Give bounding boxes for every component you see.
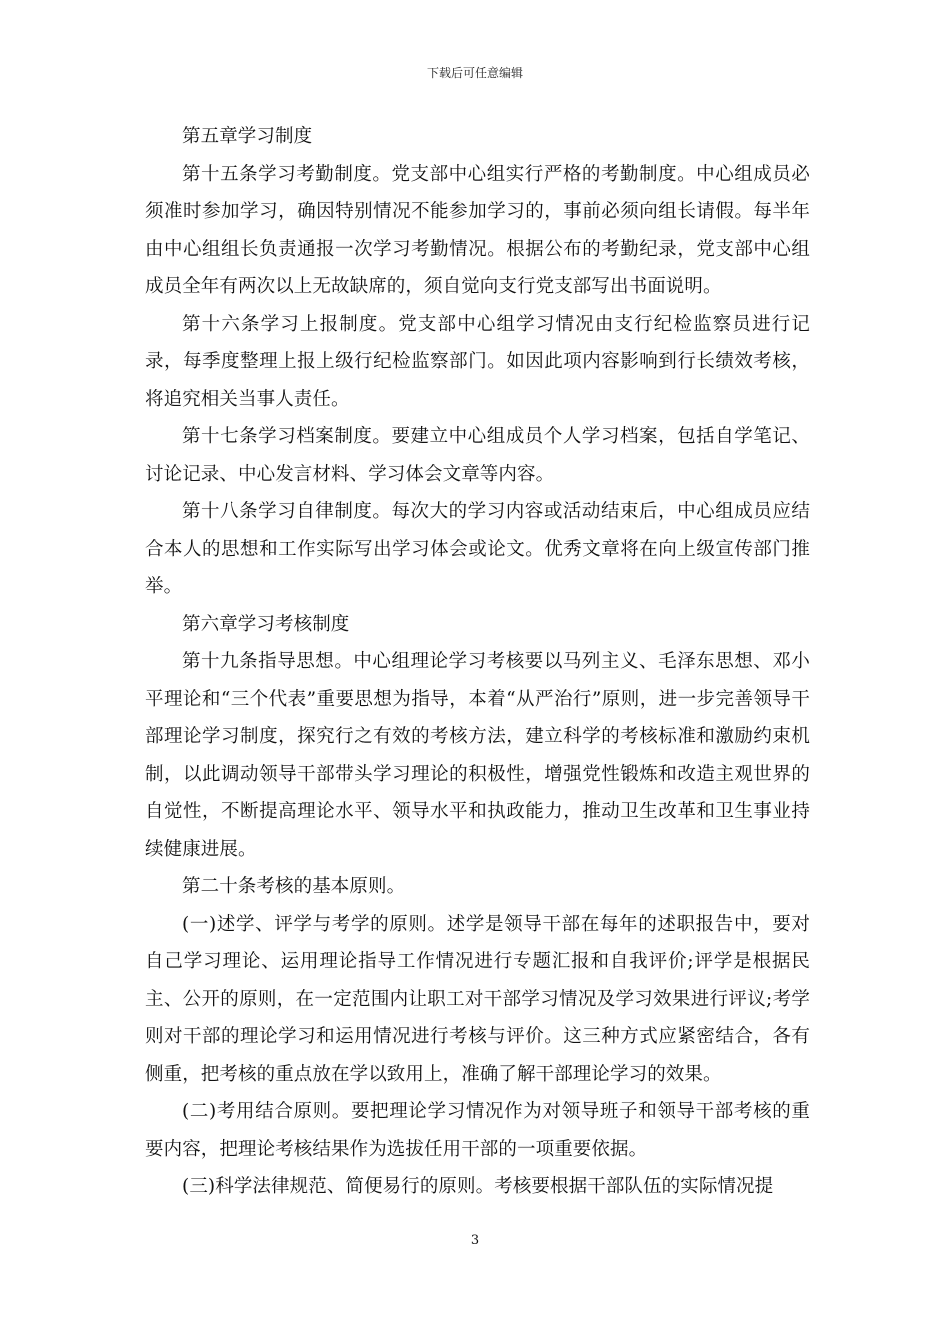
paragraph: 第十九条指导思想。中心组理论学习考核要以马列主义、毛泽东思想、邓小平理论和“三个代表”重要思想为指导，本着“从严治行”原则，进一步完善领导干部理论学习制度，探究行之有效的考核方法，建立科学的考核标准和激励约束机制，以此调动领导干部带头学习理论的积极性，增强党性锻炼和改造主观世界的自觉性，不断提高理论水平、领导水平和执政能力，推动卫生改革和卫生事业持续健康进展。 — [145, 651, 810, 860]
paragraph: (一)述学、评学与考学的原则。述学是领导干部在每年的述职报告中，要对自己学习理论、运用理论指导工作情况进行专题汇报和自我评价;评学是根据民主、公开的原则，在一定范围内让职工对干部学习情况及学习效果进行评议;考学则对干部的理论学习和运用情况进行考核与评价。这三种方式应紧密结合，各有侧重，把考核的重点放在学以致用上，准确了解干部理论学习的效果。 — [145, 913, 810, 1085]
paragraph: (二)考用结合原则。要把理论学习情况作为对领导班子和领导干部考核的重要内容，把理论考核结果作为选拔任用干部的一项重要依据。 — [145, 1101, 810, 1160]
paragraph: 第十七条学习档案制度。要建立中心组成员个人学习档案，包括自学笔记、讨论记录、中心发言材料、学习体会文章等内容。 — [145, 426, 810, 485]
paragraph: 第十六条学习上报制度。党支部中心组学习情况由支行纪检监察员进行记录，每季度整理上报上级行纪检监察部门。如因此项内容影响到行长绩效考核，将追究相关当事人责任。 — [145, 313, 810, 410]
paragraph: 第二十条考核的基本原则。 — [182, 876, 406, 897]
chapter-heading: 第六章学习考核制度 — [182, 613, 350, 635]
page-number: 3 — [470, 1233, 480, 1248]
chapter-heading: 第五章学习制度 — [182, 126, 313, 147]
paragraph: (三)科学法律规范、简便易行的原则。考核要根据干部队伍的实际情况提 — [182, 1176, 774, 1197]
header-note: 下载后可任意编辑 — [426, 66, 523, 80]
paragraph: 第十五条学习考勤制度。党支部中心组实行严格的考勤制度。中心组成员必须准时参加学习，确因特别情况不能参加学习的，事前必须向组长请假。每半年由中心组组长负责通报一次学习考勤情况。根据公布的考勤纪录，党支部中心组成员全年有两次以上无故缺席的，须自觉向支行党支部写出书面说明。 — [145, 163, 810, 297]
document-body — [145, 118, 810, 1206]
paragraph: 第十八条学习自律制度。每次大的学习内容或活动结束后，中心组成员应结合本人的思想和工作实际写出学习体会或论文。优秀文章将在向上级宣传部门推举。 — [145, 501, 810, 597]
